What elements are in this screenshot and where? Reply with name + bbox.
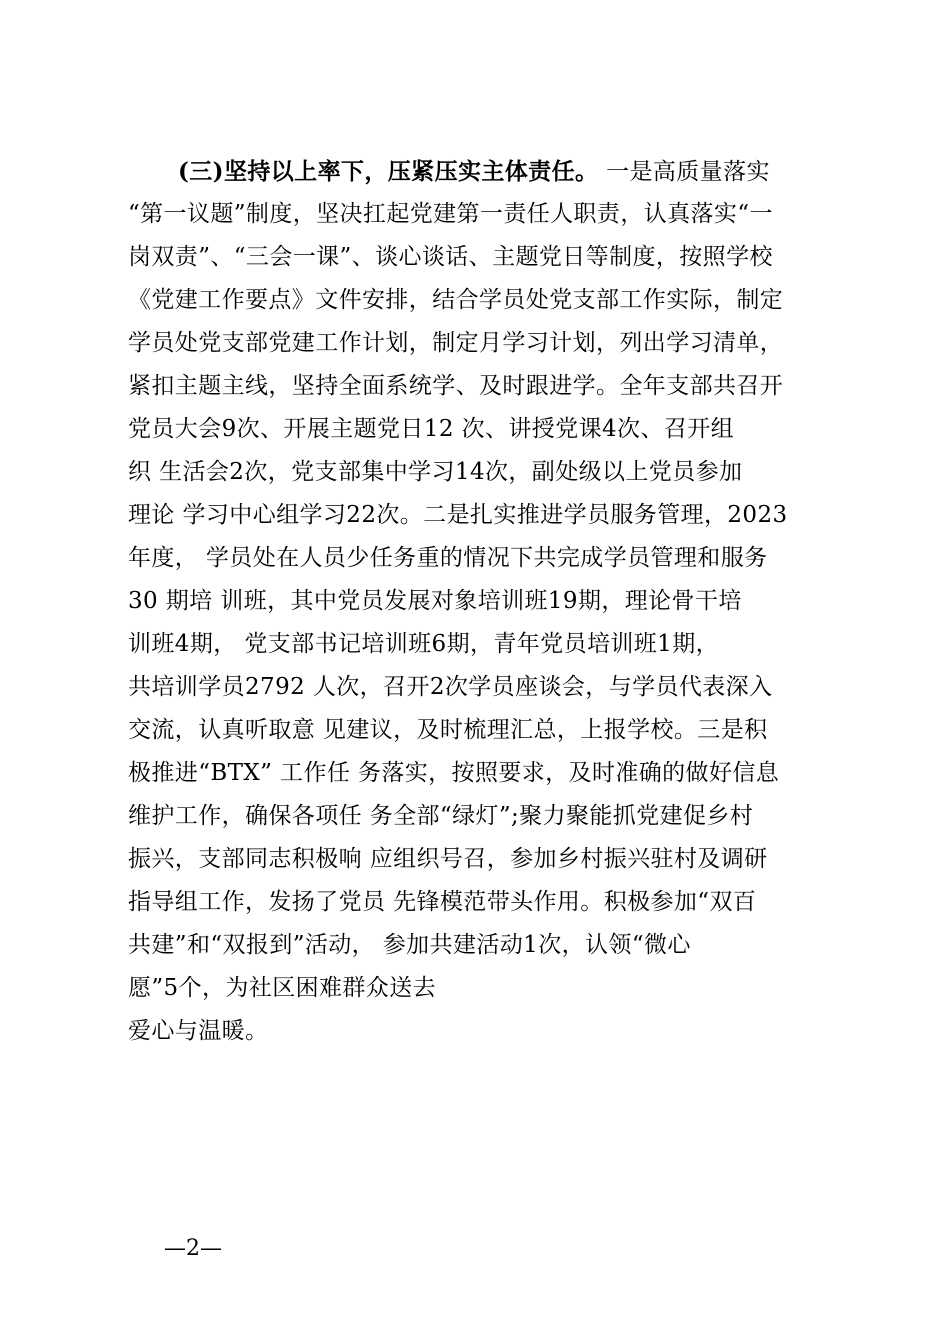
body-paragraph [128, 150, 848, 1053]
page-number: —2— [164, 1236, 222, 1261]
section-heading: (三)坚持以上率下，压紧压实主体责任。 [178, 158, 599, 185]
text-line: 织 生活会2次，党支部集中学习14次，副处级以上党员参加 [128, 459, 743, 485]
text-line: 交流，认真听取意 见建议，及时梳理汇总，上报学校。三是积 [128, 717, 768, 743]
text-line: 一是高质量落实 [598, 159, 770, 185]
text-line: 年度， 学员处在人员少任务重的情况下共完成学员管理和服务 [128, 545, 768, 571]
paragraph-first-line [128, 150, 848, 193]
text-line: 指导组工作，发扬了党员 先锋模范带头作用。积极参加“双百 [128, 889, 757, 915]
text-line: 共培训学员2792 人次，召开2次学员座谈会，与学员代表深入 [128, 674, 773, 700]
text-line: “第一议题”制度，坚决扛起党建第一责任人职责，认真落实“一 [128, 201, 773, 227]
text-line: 极推进“BTX” 工作任 务落实，按照要求，及时准确的做好信息 [128, 760, 780, 786]
text-line: 紧扣主题主线，坚持全面系统学、及时跟进学。全年支部共召开 [128, 373, 784, 399]
text-line: 党员大会9次、开展主题党日12 次、讲授党课4次、召开组 [128, 416, 735, 442]
text-line: 振兴，支部同志积极响 应组织号召，参加乡村振兴驻村及调研 [128, 846, 768, 872]
text-line: 30 期培 训班，其中党员发展对象培训班19期，理论骨干培 [128, 588, 742, 614]
text-line: 维护工作，确保各项任 务全部“绿灯”;聚力聚能抓党建促乡村 [128, 803, 754, 829]
text-line: 爱心与温暖。 [128, 1018, 269, 1044]
text-line: 愿”5个，为社区困难群众送去 [128, 975, 436, 1001]
text-line: 训班4期， 党支部书记培训班6期，青年党员培训班1期， [128, 631, 720, 657]
text-line: 学员处党支部党建工作计划，制定月学习计划，列出学习清单， [128, 330, 784, 356]
text-line: 《党建工作要点》文件安排，结合学员处党支部工作实际，制定 [128, 287, 784, 313]
text-line: 岗双责”、“三会一课”、谈心谈话、主题党日等制度，按照学校 [128, 244, 773, 270]
text-line: 共建”和“双报到”活动， 参加共建活动1次，认领“微心 [128, 932, 691, 958]
text-line: 理论 学习中心组学习22次。二是扎实推进学员服务管理，2023 [128, 502, 788, 528]
